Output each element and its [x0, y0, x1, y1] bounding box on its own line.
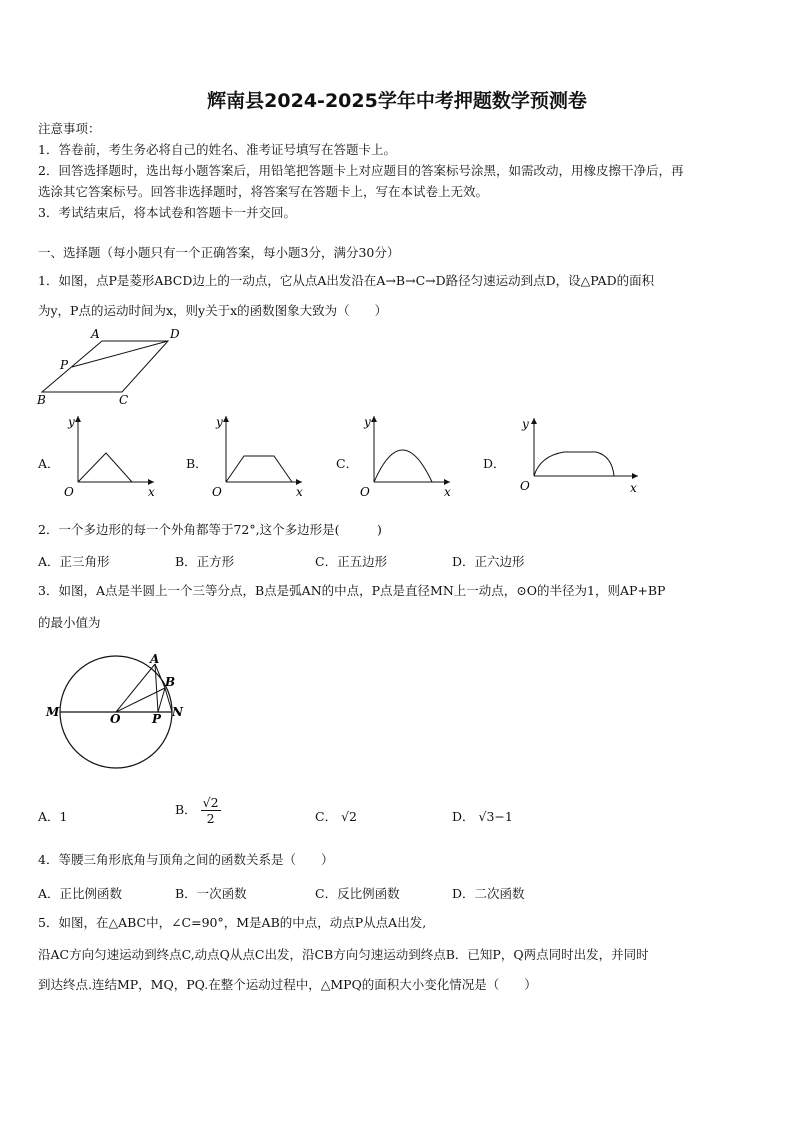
origin-label: O [360, 485, 370, 499]
q3-option-b-prefix: B． [175, 802, 197, 817]
q1-option-b-label: B． [186, 456, 208, 471]
x-axis-label: x [296, 485, 303, 499]
q1-option-d-label: D． [483, 456, 506, 471]
q3-option-d-prefix: D． [452, 809, 475, 824]
q1-option-c-label: C． [336, 456, 359, 471]
q4-option-c: C．反比例函数 [315, 886, 400, 901]
q1-label-c: C [119, 393, 129, 407]
q1-label-p: P [60, 358, 69, 372]
q3-option-c [315, 807, 357, 825]
fraction-numerator: √2 [202, 795, 219, 810]
y-axis-label: y [68, 415, 75, 429]
y-axis-label: y [216, 415, 223, 429]
y-axis-label: y [364, 415, 371, 429]
q1-graph-a [60, 410, 160, 500]
q3-option-b [175, 795, 221, 826]
q3-circle-figure [44, 650, 194, 776]
q2-option-b: B．正方形 [175, 554, 235, 569]
q5-stem-line3: 到达终点.连结MP，MQ，PQ.在整个运动过程中，△MPQ的面积大小变化情况是（ ） [38, 977, 537, 992]
q3-option-c-prefix: C． [315, 809, 338, 824]
q3-option-a: A．1 [38, 809, 68, 824]
notice-item-3: 3．考试结束后，将本试卷和答题卡一并交回。 [38, 205, 296, 220]
y-axis-label: y [522, 417, 529, 431]
q4-stem: 4．等腰三角形底角与顶角之间的函数关系是（ ） [38, 852, 334, 867]
fraction [201, 795, 221, 826]
q3-label-n: N [172, 705, 183, 719]
fraction-denominator: 2 [206, 811, 215, 826]
q4-option-d: D．二次函数 [452, 886, 525, 901]
q3-option-d [452, 807, 513, 825]
q2-option-c: C．正五边形 [315, 554, 388, 569]
section-heading: 一、选择题（每小题只有一个正确答案，每小题3分，满分30分） [38, 245, 400, 260]
x-axis-label: x [444, 485, 451, 499]
notice-item-2: 2．回答选择题时，选出每小题答案后，用铅笔把答题卡上对应题目的答案标号涂黑，如需改动，用橡皮擦干净后，再 [38, 163, 684, 178]
q5-stem-line1: 5．如图，在△ABC中，∠C=90°，M是AB的中点，动点P从点A出发, [38, 915, 427, 930]
x-axis-label: x [630, 481, 637, 495]
q3-option-d-value: √3−1 [478, 809, 513, 824]
q4-option-a: A．正比例函数 [38, 886, 123, 901]
q3-stem-line2: 的最小值为 [38, 615, 101, 630]
notice-item-2-cont: 选涂其它答案标号。回答非选择题时，将答案写在答题卡上，写在本试卷上无效。 [38, 184, 489, 199]
notice-item-1: 1．答卷前，考生务必将自己的姓名、准考证号填写在答题卡上。 [38, 142, 396, 157]
origin-label: O [212, 485, 222, 499]
q1-rhombus-figure [34, 326, 184, 408]
q1-label-b: B [37, 393, 46, 407]
page-title: 辉南县2024-2025学年中考押题数学预测卷 [207, 90, 587, 112]
q2-option-d: D．正六边形 [452, 554, 525, 569]
x-axis-label: x [148, 485, 155, 499]
q3-label-b: B [165, 675, 176, 689]
q1-option-a-label: A． [38, 456, 60, 471]
q3-label-a: A [150, 652, 160, 666]
q3-label-o: O [110, 712, 121, 726]
q1-stem-line2: 为y，P点的运动时间为x，则y关于x的函数图象大致为（ ） [38, 303, 388, 318]
q2-option-a: A．正三角形 [38, 554, 110, 569]
notice-heading: 注意事项： [38, 121, 101, 136]
origin-label: O [520, 479, 530, 493]
q1-stem-line1: 1．如图，点P是菱形ABCD边上的一动点，它从点A出发沿在A→B→C→D路径匀速运动到点D，设△PAD的面积 [38, 273, 655, 288]
q5-stem-line2: 沿AC方向匀速运动到终点C,动点Q从点C出发，沿CB方向匀速运动到终点B．已知P，Q两点同时出发，并同时 [38, 947, 649, 962]
q1-graph-d [514, 412, 644, 498]
q1-graph-c [356, 410, 456, 500]
q2-stem: 2．一个多边形的每一个外角都等于72°,这个多边形是( ) [38, 522, 382, 537]
q1-label-d: D [170, 327, 180, 341]
q1-label-a: A [91, 327, 100, 341]
q3-option-c-value: √2 [341, 809, 357, 824]
q3-stem-line1: 3．如图，A点是半圆上一个三等分点，B点是弧AN的中点，P点是直径MN上一动点，⊙O的半径为1，则AP+BP [38, 583, 666, 598]
origin-label: O [64, 485, 74, 499]
q4-option-b: B．一次函数 [175, 886, 247, 901]
q3-label-p: P [152, 712, 162, 726]
q3-label-m: M [46, 705, 60, 719]
q1-graph-b [208, 410, 308, 500]
